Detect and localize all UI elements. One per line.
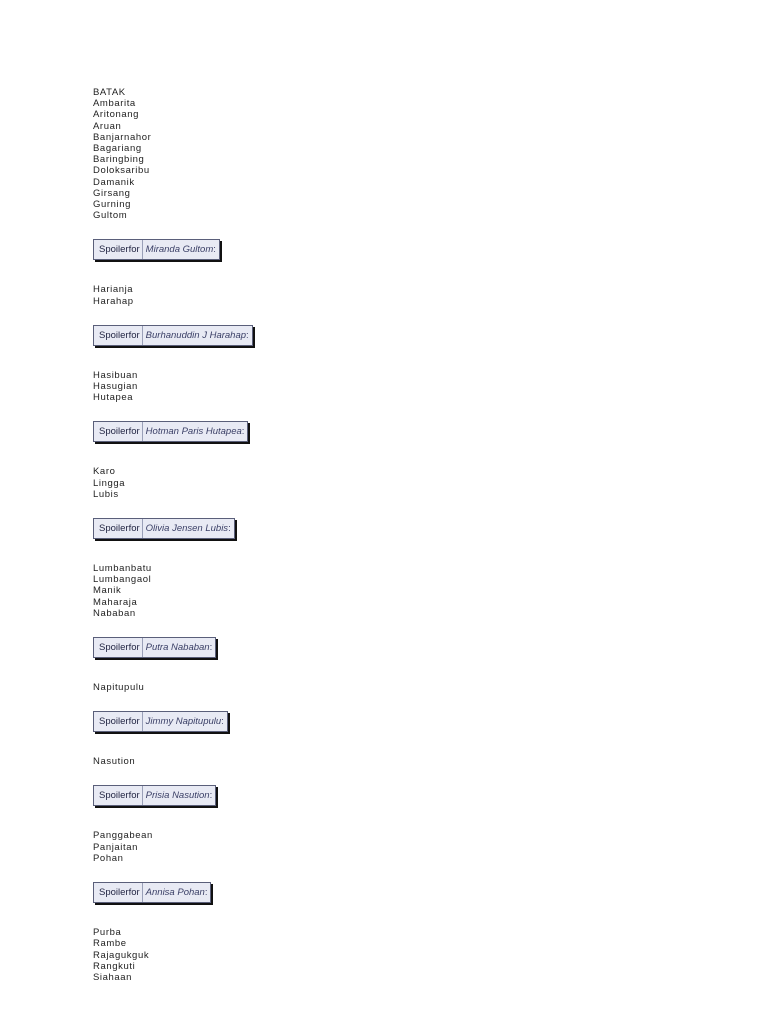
surname-list <box>93 466 693 500</box>
surname-item: Lingga <box>93 477 126 489</box>
surname-item: Lumbanbatu <box>93 563 152 575</box>
spoiler-prefix-label: Spoilerfor <box>99 326 143 345</box>
spoiler-colon: : <box>204 887 208 899</box>
surname-item: Rangkuti <box>93 960 136 972</box>
surname-item: Bagariang <box>93 143 142 155</box>
surname-item: Girsang <box>93 187 131 199</box>
surname-item: Rajagukguk <box>93 949 150 961</box>
surname-item: Harianja <box>93 284 134 296</box>
surname-item: Hutapea <box>93 392 134 404</box>
surname-item: Lubis <box>93 488 119 500</box>
spoiler-title: Miranda Gultom <box>145 244 214 256</box>
surname-item: Hasugian <box>93 381 138 393</box>
surname-list <box>93 830 693 864</box>
spoiler-title: Putra Nababan <box>145 642 210 654</box>
surname-item: Damanik <box>93 176 135 188</box>
spoiler-colon: : <box>221 716 224 728</box>
heading-line <box>93 87 693 98</box>
surname-item: Manik <box>93 585 122 597</box>
surname-item: Banjarnahor <box>93 131 152 143</box>
surname-item: Purba <box>93 927 122 939</box>
surname-item: Siahaan <box>93 971 133 983</box>
surname-list <box>93 98 693 221</box>
spoiler-prefix-label: Spoilerfor <box>99 422 143 441</box>
spoiler-button[interactable] <box>93 518 235 539</box>
surname-item: Nasution <box>93 756 136 768</box>
surname-item: Panggabean <box>93 830 153 842</box>
spoiler-colon: : <box>241 426 245 438</box>
spoiler-button[interactable] <box>93 882 211 903</box>
surname-list <box>93 284 693 306</box>
spoiler-colon: : <box>209 642 213 654</box>
spoiler-prefix-label: Spoilerfor <box>99 519 143 538</box>
spoiler-title: Burhanuddin J Harahap <box>145 329 247 341</box>
surname-list <box>93 756 693 767</box>
spoiler-button[interactable] <box>93 711 228 732</box>
surname-item: Gultom <box>93 210 128 222</box>
spoiler-prefix-label: Spoilerfor <box>99 638 143 657</box>
surname-item: Doloksaribu <box>93 165 150 177</box>
surname-item: Gurning <box>93 199 131 211</box>
spoiler-prefix-label: Spoilerfor <box>99 712 143 731</box>
spoiler-prefix-label: Spoilerfor <box>99 240 143 259</box>
surname-item: Pohan <box>93 852 124 864</box>
surname-item: Harahap <box>93 295 134 307</box>
spoiler-title: Annisa Pohan <box>145 887 205 899</box>
spoiler-colon: : <box>209 790 213 802</box>
surname-item: Panjaitan <box>93 841 139 853</box>
surname-item: Karo <box>93 466 116 478</box>
surname-item: Maharaja <box>93 596 138 608</box>
surname-list <box>93 563 693 619</box>
surname-item: Ambarita <box>93 98 136 110</box>
spoiler-title: Prisia Nasution <box>145 790 210 802</box>
surname-item: Rambe <box>93 938 127 950</box>
surname-item: Aruan <box>93 120 122 132</box>
surname-list <box>93 682 693 693</box>
spoiler-button[interactable] <box>93 785 216 806</box>
surname-item: Nababan <box>93 607 136 619</box>
spoiler-colon: : <box>228 523 231 535</box>
spoiler-title: Jimmy Napitupulu <box>145 716 222 728</box>
spoiler-button[interactable] <box>93 637 216 658</box>
spoiler-prefix-label: Spoilerfor <box>99 883 143 902</box>
surname-item: Lumbangaol <box>93 574 152 586</box>
spoiler-title: Hotman Paris Hutapea <box>145 426 242 438</box>
surname-groups <box>93 98 693 983</box>
spoiler-colon: : <box>246 329 249 341</box>
spoiler-title: Olivia Jensen Lubis <box>145 523 229 535</box>
spoiler-button[interactable] <box>93 421 248 442</box>
spoiler-prefix-label: Spoilerfor <box>99 786 143 805</box>
surname-list <box>93 370 693 404</box>
surname-list <box>93 927 693 983</box>
surname-item: Hasibuan <box>93 369 138 381</box>
surname-item: Baringbing <box>93 154 145 166</box>
surname-item: Napitupulu <box>93 682 145 694</box>
spoiler-button[interactable] <box>93 239 220 260</box>
section-heading: BATAK <box>93 87 126 98</box>
surname-item: Aritonang <box>93 109 140 121</box>
spoiler-button[interactable] <box>93 325 253 346</box>
spoiler-colon: : <box>213 244 216 256</box>
document-page <box>93 87 693 983</box>
